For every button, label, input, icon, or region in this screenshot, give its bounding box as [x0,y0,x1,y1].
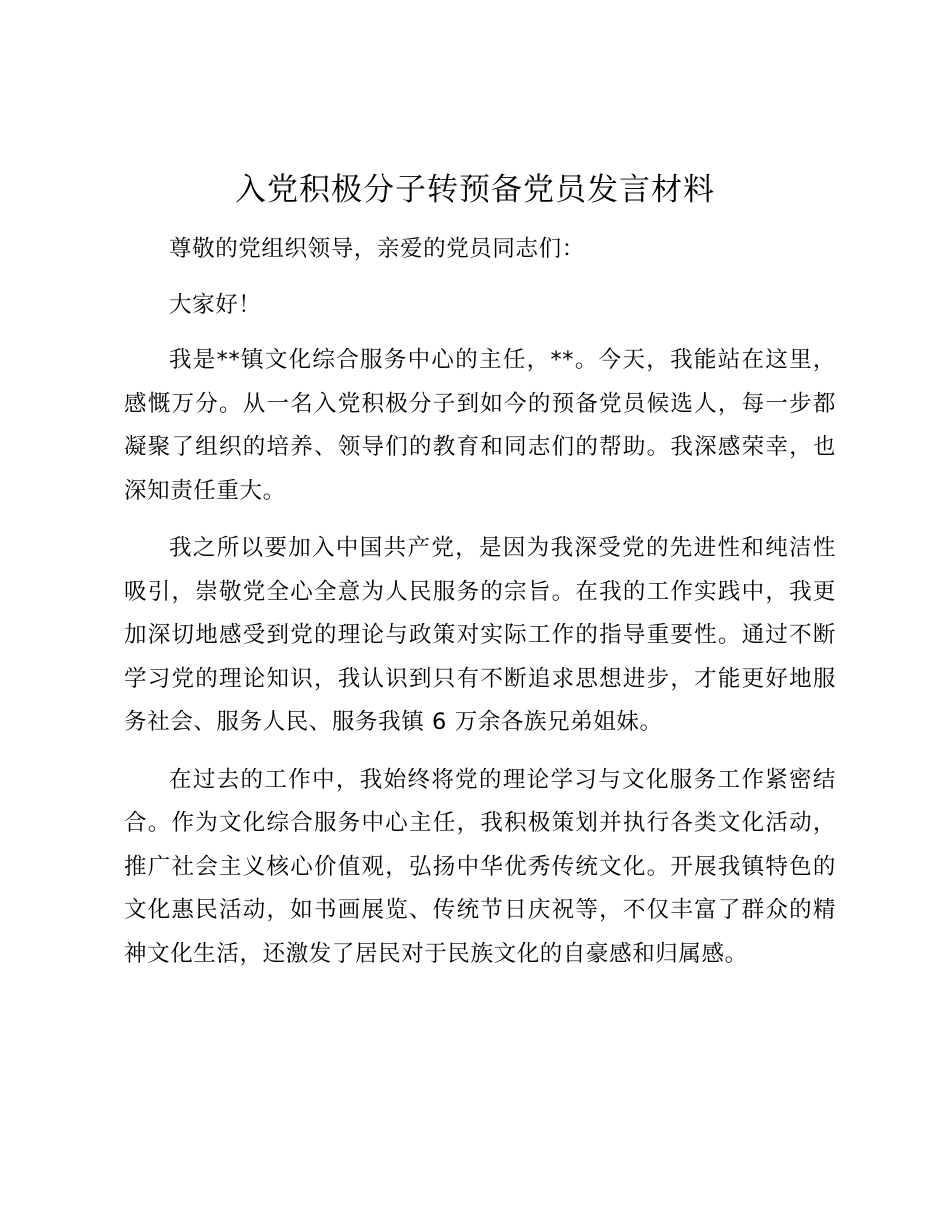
document-body [124,228,836,990]
paragraph-motivation: 我之所以要加入中国共产党，是因为我深受党的先进性和纯洁性吸引，崇敬党全心全意为人民服务的宗旨。在我的工作实践中，我更加深切地感受到党的理论与政策对实际工作的指导重要性。通过不断学习党的理论知识，我认识到只有不断追求思想进步，才能更好地服务社会、服务人民、服务我镇 6 万余各族兄弟姐妹。 [124,535,836,735]
salutation: 尊敬的党组织领导，亲爱的党员同志们： [169,236,585,262]
paragraph-introduction: 我是**镇文化综合服务中心的主任，**。今天，我能站在这里，感慨万分。从一名入党积极分子到如今的预备党员候选人，每一步都凝聚了组织的培养、领导们的教育和同志们的帮助。我深感荣幸，也深知责任重大。 [124,347,836,504]
document-title: 入党积极分子转预备党员发言材料 [235,172,715,208]
paragraph-work-experience: 在过去的工作中，我始终将党的理论学习与文化服务工作紧密结合。作为文化综合服务中心主任，我积极策划并执行各类文化活动，推广社会主义核心价值观，弘扬中华优秀传统文化。开展我镇特色的文化惠民活动，如书画展览、传统节日庆祝等，不仅丰富了群众的精神文化生活，还激发了居民对于民族文化的自豪感和归属感。 [124,766,836,967]
greeting: 大家好！ [169,291,262,318]
